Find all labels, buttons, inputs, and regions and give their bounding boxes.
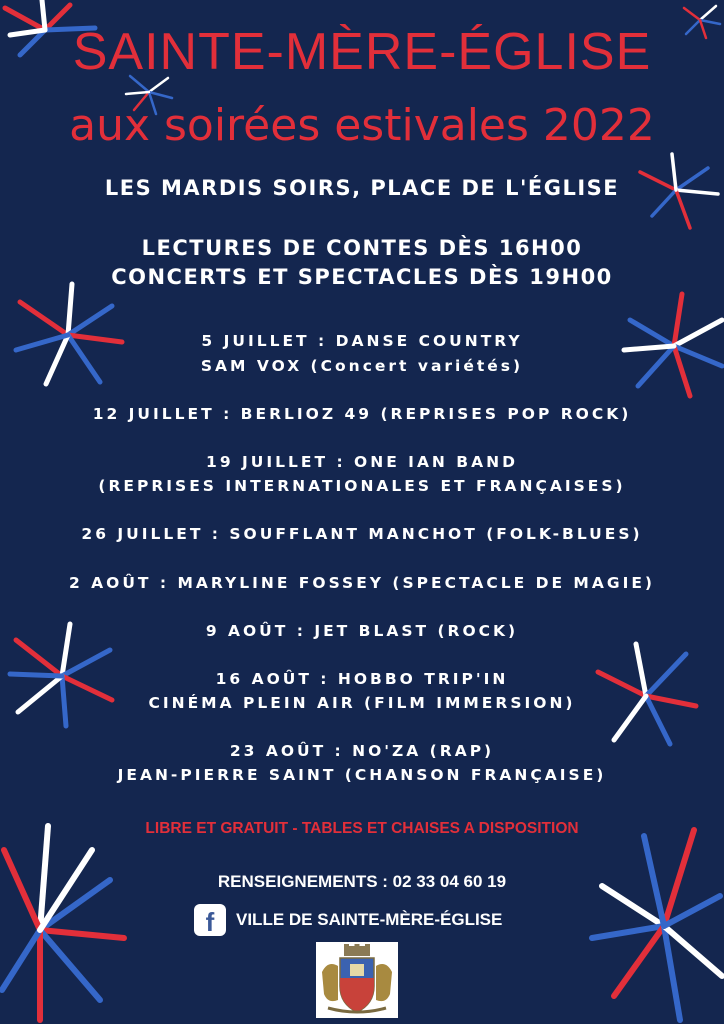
event-3-line-1: 19 JUILLET : ONE IAN BAND <box>206 453 518 471</box>
event-4-line-1: 26 JUILLET : SOUFFLANT MANCHOT (FOLK-BLUES) <box>81 525 643 543</box>
crest-logo <box>316 942 398 1018</box>
event-2-line-1: 12 JUILLET : BERLIOZ 49 (REPRISES POP ROCK) <box>92 405 632 423</box>
facebook-link[interactable] <box>194 903 502 937</box>
facebook-icon[interactable] <box>194 904 226 936</box>
event-6-line-1: 9 AOÛT : JET BLAST (ROCK) <box>205 622 519 640</box>
event-3-line-2: (REPRISES INTERNATIONALES ET FRANÇAISES) <box>98 477 626 495</box>
event-5-line-1: 2 AOÛT : MARYLINE FOSSEY (SPECTACLE DE MAGIE) <box>68 574 656 592</box>
event-1-line-2: SAM VOX (Concert variétés) <box>200 357 524 375</box>
schedule-line-2: CONCERTS ET SPECTACLES DÈS 19H00 <box>111 265 613 289</box>
schedule-line-1: LECTURES DE CONTES DÈS 16H00 <box>141 236 583 260</box>
event-1-line-1: 5 JUILLET : DANSE COUNTRY <box>201 332 523 350</box>
firework-bottom-right-icon <box>584 826 724 1024</box>
event-7-line-2: CINÉMA PLEIN AIR (FILM IMMERSION) <box>148 694 576 712</box>
location-line: LES MARDIS SOIRS, PLACE DE L'ÉGLISE <box>104 176 620 200</box>
free-notice: LIBRE ET GRATUIT - TABLES ET CHAISES A DISPOSITION <box>145 820 579 837</box>
coat-of-arms-icon <box>316 942 398 1018</box>
poster-title: SAINTE-MÈRE-ÉGLISE <box>72 23 652 81</box>
info-phone: RENSEIGNEMENTS : 02 33 04 60 19 <box>217 872 507 891</box>
facebook-label[interactable]: VILLE DE SAINTE-MÈRE-ÉGLISE <box>236 910 503 929</box>
firework-bottom-left-icon <box>0 820 130 1024</box>
event-8-line-2: JEAN-PIERRE SAINT (CHANSON FRANÇAISE) <box>117 766 607 784</box>
facebook-glyph: f <box>205 907 215 937</box>
event-7-line-1: 16 AOÛT : HOBBO TRIP'IN <box>215 670 509 688</box>
event-8-line-1: 23 AOÛT : NO'ZA (RAP) <box>229 742 495 760</box>
poster-subtitle: aux soirées estivales 2022 <box>69 100 655 151</box>
